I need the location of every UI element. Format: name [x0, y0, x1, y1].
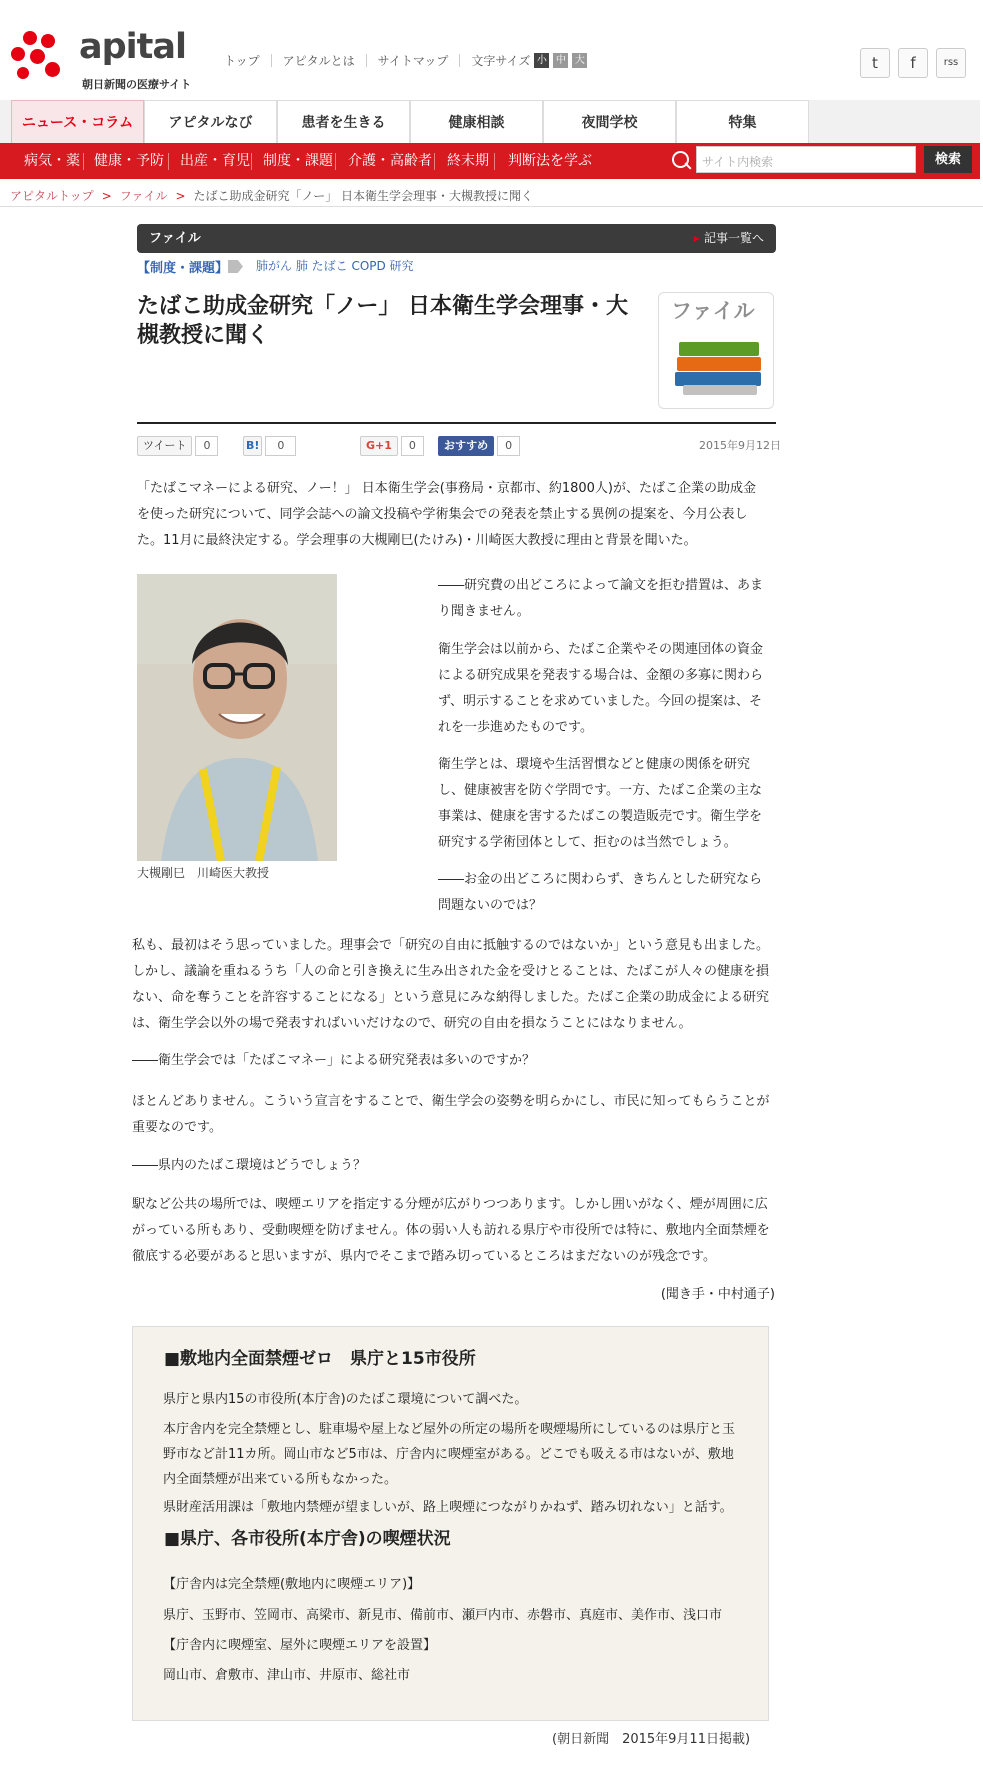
facebook-count: 0 — [497, 436, 520, 456]
brand-name[interactable]: apital — [79, 27, 187, 67]
tweet-button[interactable]: ツイート — [137, 436, 192, 456]
facebook-button[interactable] — [898, 48, 928, 78]
apital-logo-mark[interactable] — [10, 31, 72, 83]
tab-night-school[interactable]: 夜間学校 — [543, 100, 676, 143]
rss-button[interactable] — [936, 48, 966, 78]
google-plus-count: 0 — [401, 436, 424, 456]
nav-sitemap-link[interactable]: サイトマップ — [377, 54, 449, 68]
facebook-recommend-button[interactable]: おすすめ — [438, 436, 494, 456]
answer-3: 私も、最初はそう思っていました。理事会で「研究の自由に抵触するのではないか」という意見も出ました。しかし、議論を重ねるうち「人の命と引き換えに生み出された金を受けとることは、たばこが人々の健康を損ない、命を奪うことを許容することになる」という意見にみな納得しました。たばこ企業の助成金による研究は、衛生学会以外の場で発表すればいいだけなので、研究の自由を損なうことにはなりません。 — [132, 938, 770, 1031]
box-list-2: 岡山市、倉敷市、津山市、井原市、総社市 — [163, 1668, 411, 1683]
file-badge — [658, 292, 774, 409]
article-divider — [137, 422, 776, 424]
hatena-count: 0 — [265, 436, 296, 456]
box-paragraph-2: 本庁舎内を完全禁煙とし、駐車場や屋上など屋外の所定の場所を喫煙場所にしているのは県庁と玉野市など計11カ所。岡山市など5市は、庁舎内に喫煙室がある。どこでも吸える市はないが、敷地内全面禁煙が出来ている所もなかった。 — [163, 1422, 736, 1487]
hatena-share[interactable] — [243, 436, 296, 456]
brand-subtitle: 朝日新聞の医療サイト — [82, 78, 192, 91]
answer-5: 駅など公共の場所では、喫煙エリアを指定する分煙が広がりつつあります。しかし囲いがなく、煙が周囲に広がっている所もあり、受動喫煙を防げません。体の弱い人も訪れる県庁や市役所では特に、敷地内全面禁煙を徹底する必要があると思いますが、県内でそこまで踏み切っているところはまだないのが残念です。 — [132, 1197, 770, 1264]
tweet-count: 0 — [195, 436, 218, 456]
category-health-prevention[interactable]: 健康・予防 — [94, 153, 164, 169]
article-tags[interactable]: 肺がん 肺 たばこ COPD 研究 — [256, 259, 414, 273]
breadcrumb-chevron-icon: > — [101, 189, 112, 203]
breadcrumb-current-page: たばこ助成金研究「ノー」 日本衛生学会理事・大槻教授に聞く — [193, 189, 534, 203]
category-end-of-life[interactable]: 終末期 — [447, 153, 489, 169]
tab-patient-life[interactable]: 患者を生きる — [277, 100, 410, 143]
photo-caption: 大槻剛巳 川崎医大教授 — [137, 866, 270, 880]
tab-apital-navi[interactable]: アピタルなび — [144, 100, 277, 143]
box-list-label-2: 【庁舎内に喫煙室、屋外に喫煙エリアを設置】 — [163, 1638, 437, 1653]
interviewee-photo — [137, 574, 337, 861]
question-2: ――お金の出どころに関わらず、きちんとした研究なら問題ないのでは？ — [438, 872, 762, 913]
site-search-input[interactable]: サイト内検索 — [696, 146, 916, 173]
box-heading-ban-zero: ■敷地内全面禁煙ゼロ 県庁と15市役所 — [164, 1349, 476, 1369]
hatena-icon[interactable]: B! — [243, 436, 262, 456]
box-list-1: 県庁、玉野市、笠岡市、高梁市、新見市、備前市、瀬戸内市、赤磐市、真庭市、美作市、浅口市 — [163, 1608, 723, 1623]
google-plus-share[interactable] — [360, 436, 424, 456]
google-plus-icon[interactable]: G+1 — [360, 436, 398, 456]
person-photo-illustration — [137, 574, 337, 861]
article-category[interactable]: 【制度・課題】 — [137, 261, 229, 276]
box-heading-status: ■県庁、各市役所(本庁舎)の喫煙状況 — [164, 1529, 451, 1549]
site-search-button[interactable]: 検索 — [924, 146, 972, 173]
section-title: ファイル — [149, 231, 201, 246]
category-care-elderly[interactable]: 介護・高齢者 — [348, 153, 432, 169]
box-paragraph-3: 県財産活用課は「敷地内禁煙が望ましいが、路上喫煙につながりかねず、踏み切れない」と話す。 — [163, 1500, 733, 1515]
category-disease-medicine[interactable]: 病気・薬 — [24, 153, 80, 169]
question-3: ――衛生学会では「たばこマネー」による研究発表は多いのですか？ — [132, 1053, 536, 1068]
tab-special[interactable]: 特集 — [676, 100, 809, 143]
facebook-share[interactable] — [438, 436, 520, 456]
article-title: たばこ助成金研究「ノー」 日本衛生学会理事・大槻教授に聞く — [137, 294, 629, 348]
font-size-large-button[interactable]: 大 — [572, 53, 587, 68]
box-list-label-1: 【庁舎内は完全禁煙(敷地内に喫煙エリア)】 — [163, 1577, 421, 1592]
nav-top-link[interactable]: トップ — [224, 54, 260, 68]
article-intro: 「たばこマネーによる研究、ノー！」 日本衛生学会(事務局・京都市、約1800人)が、たばこ企業の助成金を使った研究について、同学会誌への論文投稿や学術集会での発表を禁止する異例の提案を、今月公表した。11月に最終決定する。学会理事の大槻剛巳(たけみ)・川崎医大教授に理由と背景を聞いた。 — [137, 481, 756, 548]
breadcrumb — [10, 187, 533, 204]
utility-nav — [224, 52, 587, 69]
twitter-button[interactable] — [860, 48, 890, 78]
interviewer-credit: (聞き手・中村通子) — [660, 1287, 775, 1302]
search-icon — [672, 151, 689, 168]
category-birth-childcare[interactable]: 出産・育児 — [180, 153, 250, 169]
font-size-small-button[interactable]: 小 — [534, 53, 549, 68]
question-1: ――研究費の出どころによって論文を拒む措置は、あまり聞きません。 — [438, 578, 764, 619]
article-date: 2015年9月12日 — [699, 439, 781, 452]
breadcrumb-file-link[interactable]: ファイル — [119, 189, 168, 203]
breadcrumb-home-link[interactable]: アピタルトップ — [10, 189, 94, 203]
twitter-icon: t — [872, 54, 878, 72]
section-header — [137, 224, 776, 253]
font-size-medium-button[interactable]: 中 — [553, 53, 568, 68]
facebook-icon: f — [910, 54, 916, 72]
answer-2: 衛生学とは、環境や生活習慣などと健康の関係を研究し、健康被害を防ぐ学問です。一方、たばこ企業の主な事業は、健康を害するたばこの製造販売です。衛生学を研究する学術団体として、拒むのは当然でしょう。 — [438, 757, 762, 850]
answer-1: 衛生学会は以前から、たばこ企業やその関連団体の資金による研究成果を発表する場合は、金額の多寡に関わらず、明示することを求めていました。今回の提案は、それを一歩進めたものです。 — [438, 642, 764, 735]
nav-about-link[interactable]: アピタルとは — [282, 54, 355, 68]
tab-news-column[interactable]: ニュース・コラム — [11, 100, 144, 143]
smoking-status-box — [132, 1326, 769, 1721]
font-size-label: 文字サイズ — [471, 54, 531, 68]
tab-health-consult[interactable]: 健康相談 — [410, 100, 543, 143]
main-tabs — [11, 100, 810, 143]
box-paragraph-1: 県庁と県内15の市役所(本庁舎)のたばこ環境について調べた。 — [163, 1392, 528, 1407]
publication-note: (朝日新聞 2015年9月11日掲載) — [552, 1732, 751, 1747]
answer-4: ほとんどありません。こういう宣言をすることで、衛生学会の姿勢を明らかにし、市民に知ってもらうことが重要なのです。 — [132, 1094, 770, 1135]
tweet-share[interactable] — [137, 436, 218, 456]
breadcrumb-chevron-icon: > — [175, 189, 186, 203]
category-judgment-learning[interactable]: 判断法を学ぶ — [508, 153, 592, 169]
category-system-issues[interactable]: 制度・課題 — [263, 153, 333, 169]
rss-icon: rss — [943, 57, 959, 68]
article-list-link[interactable]: ▸ 記事一覧へ — [694, 224, 764, 253]
file-badge-label: ファイル — [671, 299, 755, 323]
question-4: ――県内のたばこ環境はどうでしょう？ — [132, 1158, 367, 1173]
